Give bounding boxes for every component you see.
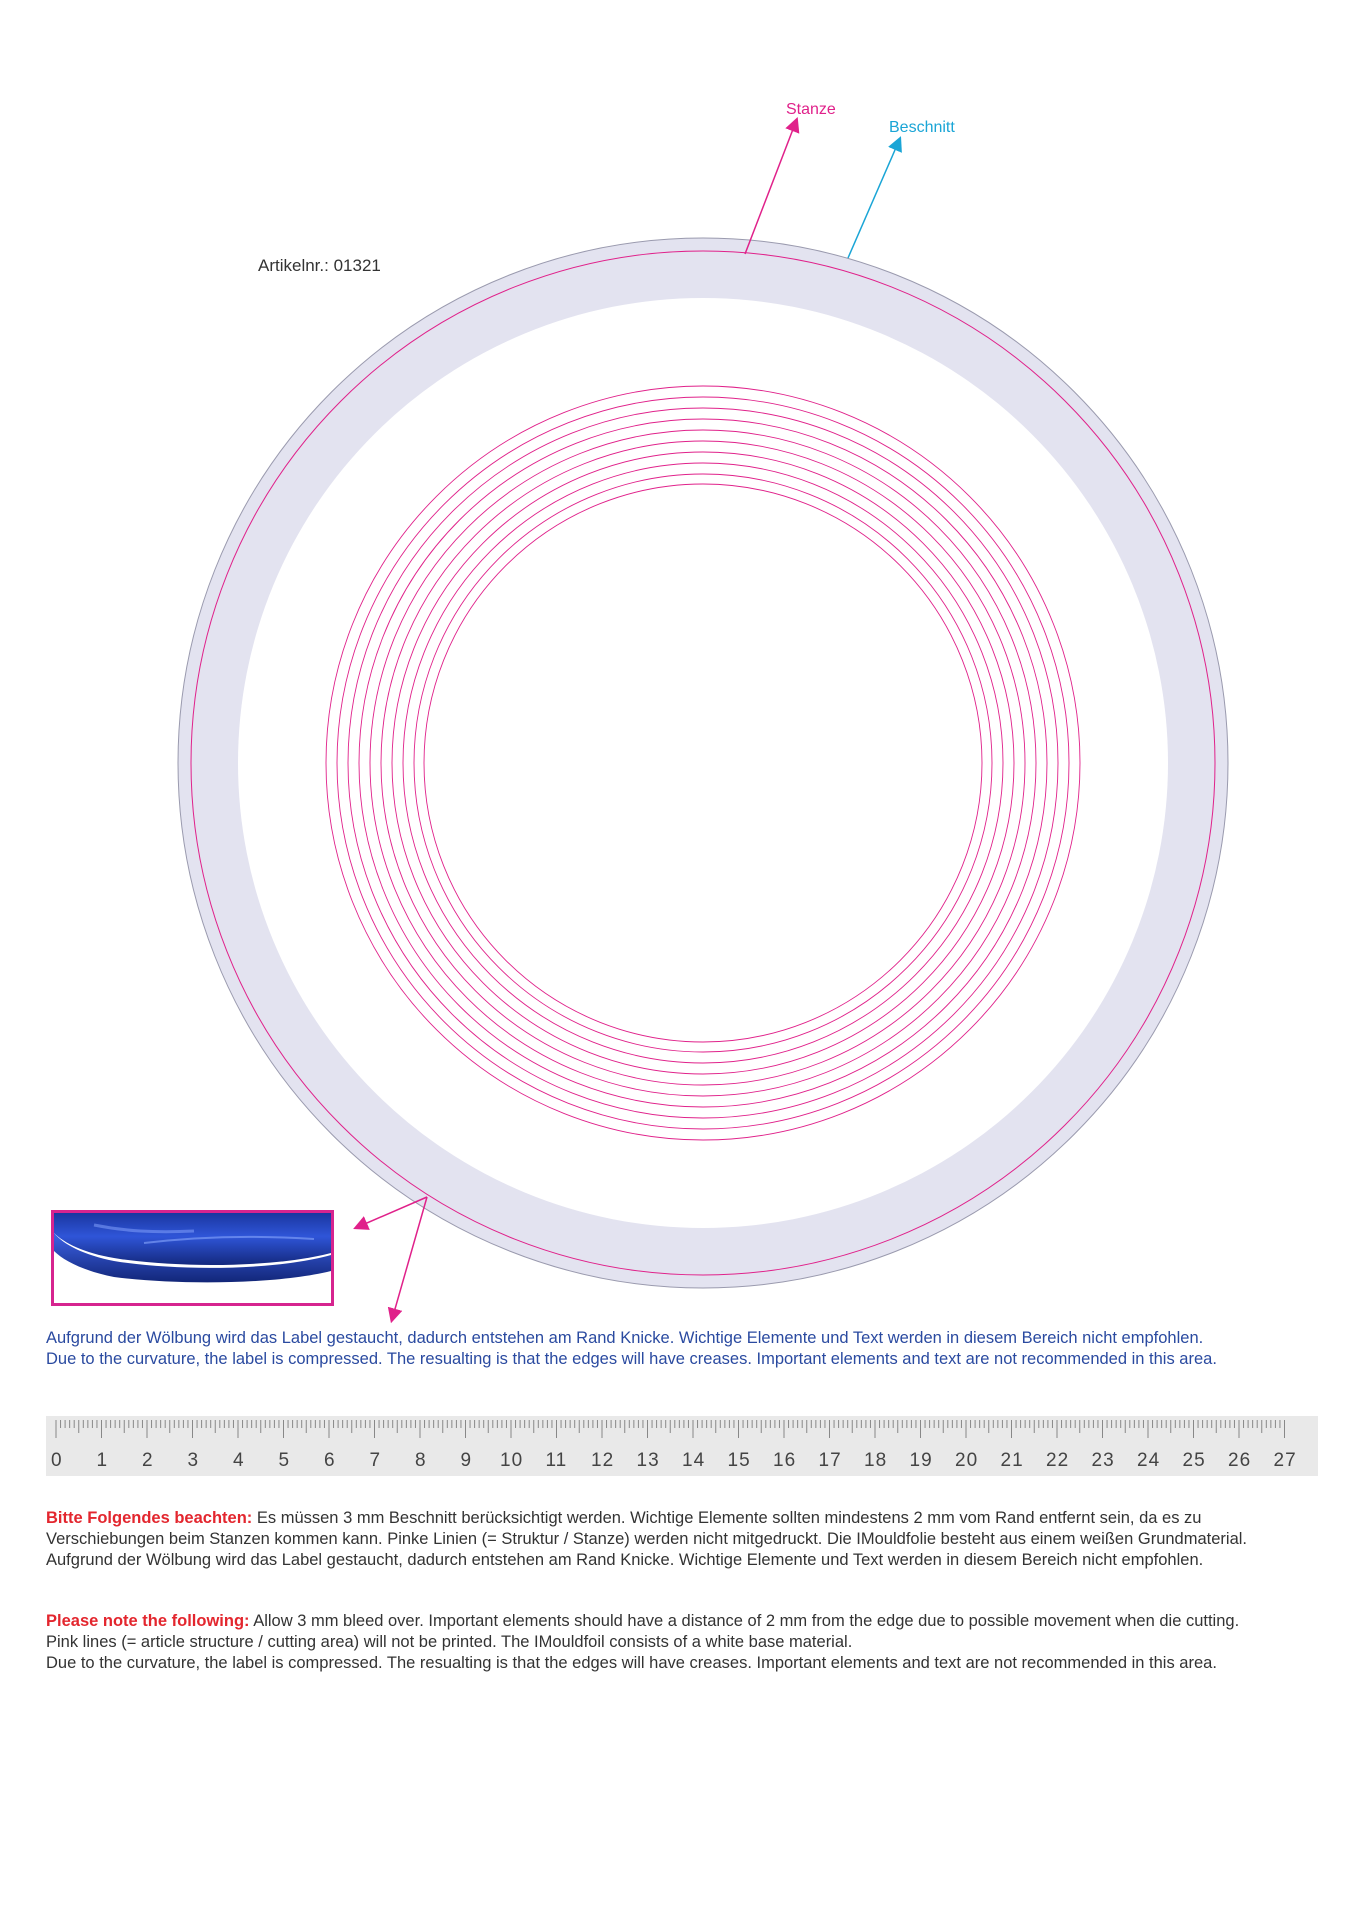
- info-en-line3: Due to the curvature, the label is compressed. The resualting is that the edges will have creases. Important elements and text are not recommended in this area.: [46, 1654, 1217, 1672]
- lid-outline: [178, 238, 1228, 1288]
- ruler-label: 2: [142, 1450, 154, 1471]
- ruler-label: 20: [955, 1450, 979, 1471]
- ruler-label: 24: [1137, 1450, 1161, 1471]
- info-english: [46, 1611, 1336, 1674]
- crease-arrow-to-note: [393, 1197, 427, 1316]
- info-en-line2: Pink lines (= article structure / cutting area) will not be printed. The IMouldfoil consists of a white base material.: [46, 1633, 853, 1651]
- ruler-label: 27: [1273, 1450, 1297, 1471]
- info-en-lead: Please note the following:: [46, 1612, 250, 1630]
- info-german: [46, 1508, 1336, 1571]
- ruler-label: 22: [1046, 1450, 1070, 1471]
- ruler-label: 15: [727, 1450, 751, 1471]
- ruler-label: 21: [1000, 1450, 1024, 1471]
- stanze-arrow: [745, 124, 795, 254]
- safe-area-circle: [238, 298, 1168, 1228]
- ruler-label: 7: [369, 1450, 382, 1471]
- info-de-line3: Aufgrund der Wölbung wird das Label gestaucht, dadurch entstehen am Rand Knicke. Wichtige Elemente und Text werden in diesem Bereich nicht empfohlen.: [46, 1551, 1204, 1569]
- ruler-label: 13: [636, 1450, 660, 1471]
- ruler-label: 26: [1228, 1450, 1252, 1471]
- ruler-label: 8: [415, 1450, 427, 1471]
- crease-arrow-to-photo: [360, 1197, 427, 1226]
- ruler-label: 25: [1182, 1450, 1206, 1471]
- ruler-label: 3: [187, 1450, 200, 1471]
- ruler-label: 23: [1091, 1450, 1115, 1471]
- ruler-label: 19: [909, 1450, 933, 1471]
- info-en-line1: Allow 3 mm bleed over. Important elements should have a distance of 2 mm from the edge due to possible movement when die cutting.: [249, 1612, 1240, 1630]
- ruler-label: 11: [545, 1450, 568, 1471]
- curvature-note-de: Aufgrund der Wölbung wird das Label gestaucht, dadurch entstehen am Rand Knicke. Wichtige Elemente und Text werden in diesem Bereich nicht empfohlen.: [46, 1329, 1204, 1347]
- ruler-label: 12: [591, 1450, 615, 1471]
- beschnitt-label: Beschnitt: [889, 119, 955, 136]
- ruler-label: 4: [233, 1450, 245, 1471]
- ruler-label: 10: [500, 1450, 524, 1471]
- beschnitt-arrow: [848, 143, 898, 258]
- ruler-label: 6: [324, 1450, 336, 1471]
- curvature-note-en: Due to the curvature, the label is compressed. The resualting is that the edges will have creases. Important elements and text are not recommended in this area.: [46, 1350, 1217, 1368]
- curvature-note: [46, 1328, 1326, 1370]
- ruler-label: 14: [682, 1450, 706, 1471]
- ruler-label: 18: [864, 1450, 888, 1471]
- ruler-label: 1: [96, 1450, 109, 1471]
- info-de-lead: Bitte Folgendes beachten:: [46, 1509, 253, 1527]
- ruler-label: 5: [278, 1450, 291, 1471]
- ruler-label: 0: [51, 1450, 63, 1471]
- ruler-label: 17: [818, 1450, 842, 1471]
- lid-edge-photo: [51, 1210, 334, 1306]
- ruler-label: 9: [460, 1450, 473, 1471]
- info-de-line1: Es müssen 3 mm Beschnitt berücksichtigt werden. Wichtige Elemente sollten mindestens 2 mm vom Rand entfernt sein, da es zu: [252, 1509, 1202, 1527]
- info-de-line2: Verschiebungen beim Stanzen kommen kann. Pinke Linien (= Struktur / Stanze) werden nicht mitgedruckt. Die IMouldfolie besteht aus einem weißen Grundmaterial.: [46, 1530, 1247, 1548]
- ruler-label: 16: [773, 1450, 797, 1471]
- stanze-label: Stanze: [786, 101, 836, 118]
- article-number: Artikelnr.: 01321: [258, 256, 381, 275]
- ruler: [46, 1416, 1318, 1476]
